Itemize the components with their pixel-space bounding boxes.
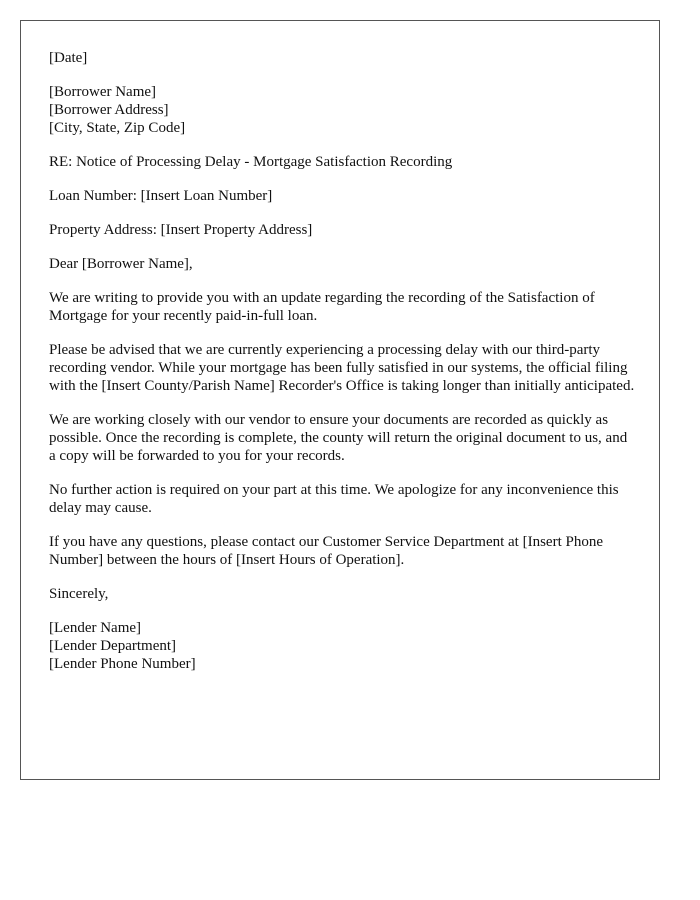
closing: Sincerely,	[49, 586, 109, 602]
recipient-address: [Borrower Address]	[49, 102, 169, 118]
recipient-name: [Borrower Name]	[49, 84, 157, 100]
body-paragraph-3: We are working closely with our vendor to ensure your documents are recorded as quickly as possible. Once the recording is complete, the county will return the original document to us, and a copy will be forwarded to you for your records.	[49, 412, 628, 464]
lender-phone: [Lender Phone Number]	[49, 656, 196, 672]
loan-number: Loan Number: [Insert Loan Number]	[49, 188, 273, 204]
body-paragraph-4: No further action is required on your part at this time. We apologize for any inconvenience this delay may cause.	[49, 482, 619, 516]
letter-date: [Date]	[49, 50, 88, 66]
letter-content	[49, 49, 635, 689]
body-paragraph-5: If you have any questions, please contact our Customer Service Department at [Insert Phone Number] between the hours of [Insert Hours of Operation].	[49, 534, 603, 568]
letter-page	[20, 20, 660, 780]
lender-name: [Lender Name]	[49, 620, 142, 636]
subject-line: RE: Notice of Processing Delay - Mortgage Satisfaction Recording	[49, 154, 453, 170]
body-paragraph-2: Please be advised that we are currently experiencing a processing delay with our third-party recording vendor. While your mortgage has been fully satisfied in our systems, the official filing with the [Insert County/Parish Name] Recorder's Office is taking longer than initially anticipated.	[49, 342, 635, 394]
body-paragraph-1: We are writing to provide you with an update regarding the recording of the Satisfaction of Mortgage for your recently paid-in-full loan.	[49, 290, 595, 324]
recipient-block	[49, 83, 635, 137]
lender-department: [Lender Department]	[49, 638, 177, 654]
property-address: Property Address: [Insert Property Address]	[49, 222, 313, 238]
salutation: Dear [Borrower Name],	[49, 256, 193, 272]
recipient-city-state-zip: [City, State, Zip Code]	[49, 120, 186, 136]
signature-block	[49, 619, 635, 673]
